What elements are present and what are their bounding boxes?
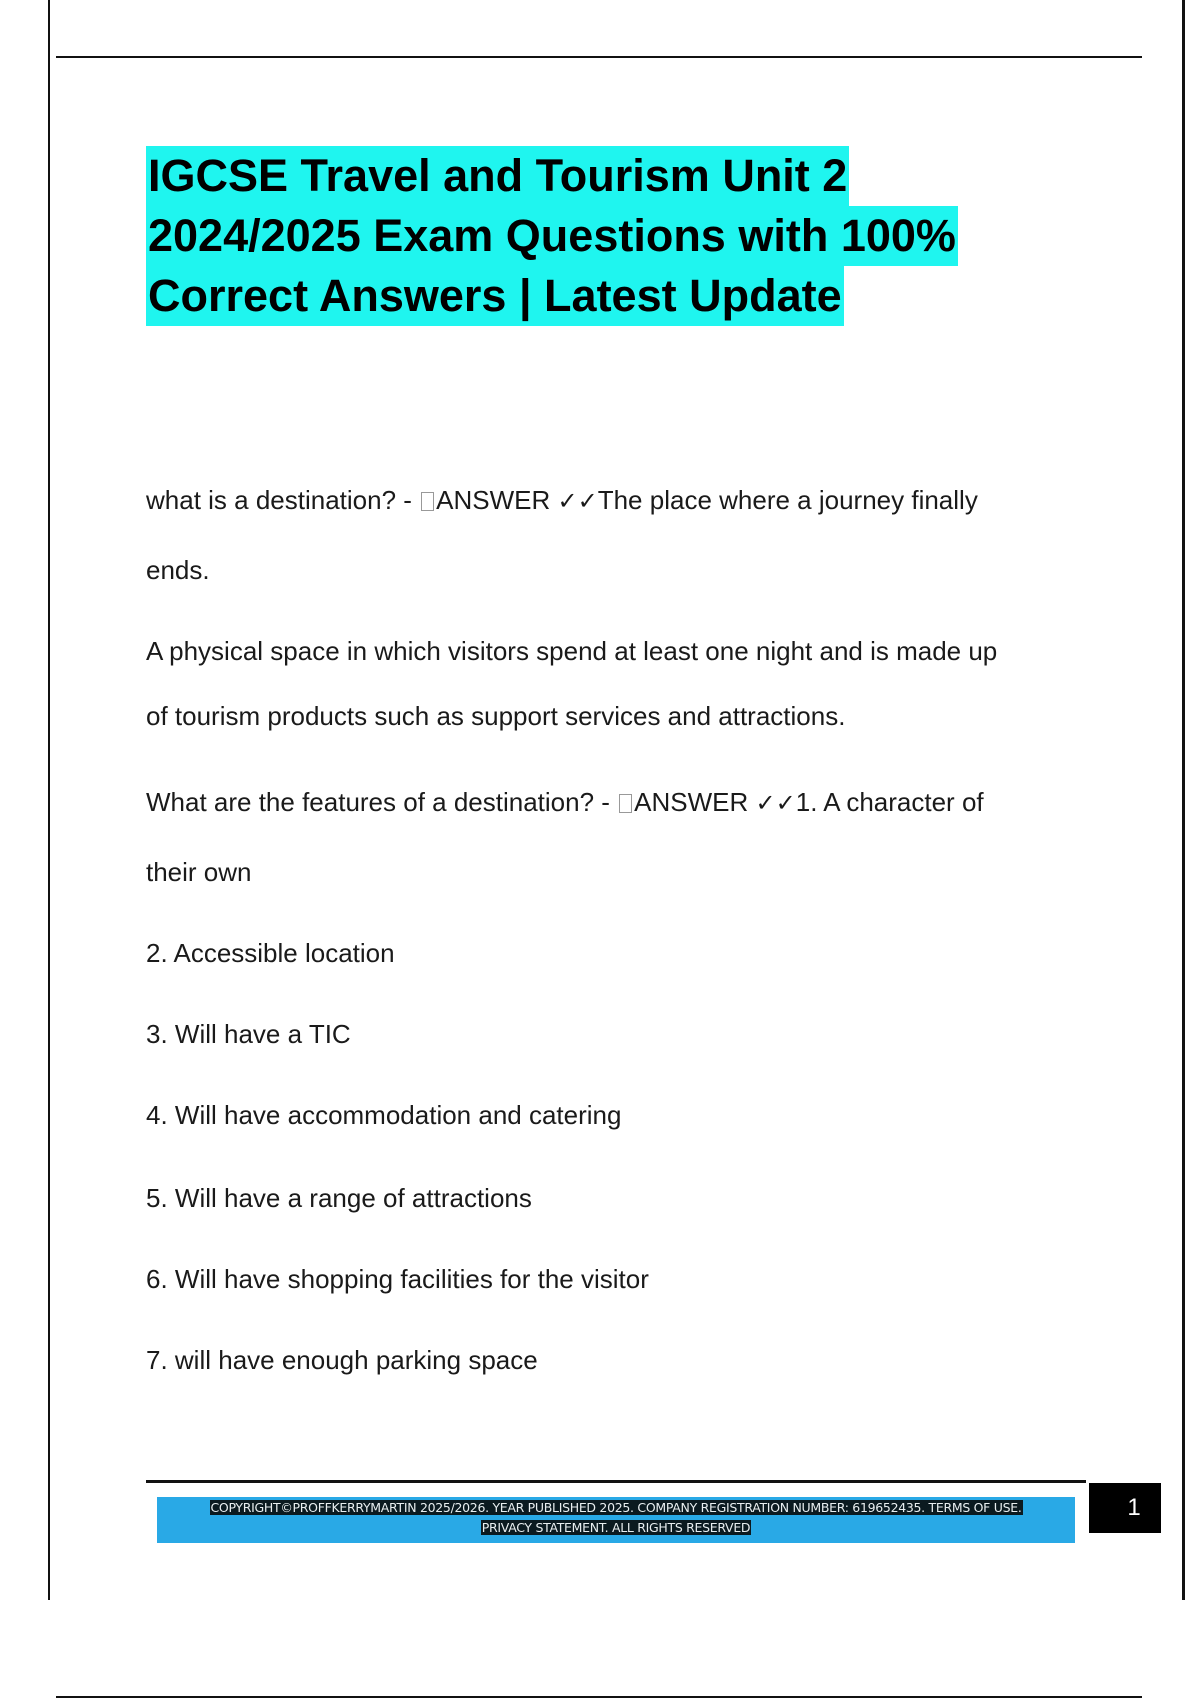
answer-1-text: The place where a journey finally [597,485,978,515]
question-2 [146,787,984,818]
page-border-right [1182,0,1185,1600]
answer-label: ANSWER [436,485,558,515]
next-page-rule [56,1696,1142,1698]
answer-label: ANSWER [634,787,756,817]
title-line-1: IGCSE Travel and Tourism Unit 2 [146,146,849,206]
copyright-notice [157,1498,1075,1538]
paragraph-line-2: of tourism products such as support services and attractions. [146,701,846,731]
question-1 [146,485,978,516]
page-number [1089,1483,1161,1533]
double-check-icon: ✓✓ [755,789,796,817]
list-item: 6. Will have shopping facilities for the visitor [146,1264,649,1294]
question-2-text: What are the features of a destination? - [146,787,618,817]
double-check-icon: ✓✓ [557,487,598,515]
page-number-text: 1 [1127,1494,1141,1521]
list-item: 3. Will have a TIC [146,1019,351,1049]
answer-2-continued: their own [146,857,252,887]
copyright-line-1: COPYRIGHT©PROFFKERRYMARTIN 2025/2026. YEAR PUBLISHED 2025. COMPANY REGISTRATION NUMBER: 619652435. TERMS OF USE. [210,1500,1022,1515]
copyright-line-2: PRIVACY STATEMENT. ALL RIGHTS RESERVED [481,1520,751,1535]
document-title [146,146,1046,326]
title-line-2: 2024/2025 Exam Questions with 100% [146,206,958,266]
list-item: 5. Will have a range of attractions [146,1183,532,1213]
question-1-text: what is a destination? - [146,485,420,515]
missing-glyph-icon [619,794,632,813]
title-line-3: Correct Answers | Latest Update [146,266,844,326]
paragraph-line-1: A physical space in which visitors spend at least one night and is made up [146,636,998,666]
list-item: 2. Accessible location [146,938,395,968]
answer-1-continued: ends. [146,555,210,585]
footer-rule [146,1480,1086,1483]
missing-glyph-icon [421,492,434,511]
list-item: 4. Will have accommodation and catering [146,1100,622,1130]
page-border-left [48,0,50,1600]
list-item: 7. will have enough parking space [146,1345,538,1375]
answer-2-text: 1. A character of [795,787,984,817]
header-rule [56,56,1142,58]
